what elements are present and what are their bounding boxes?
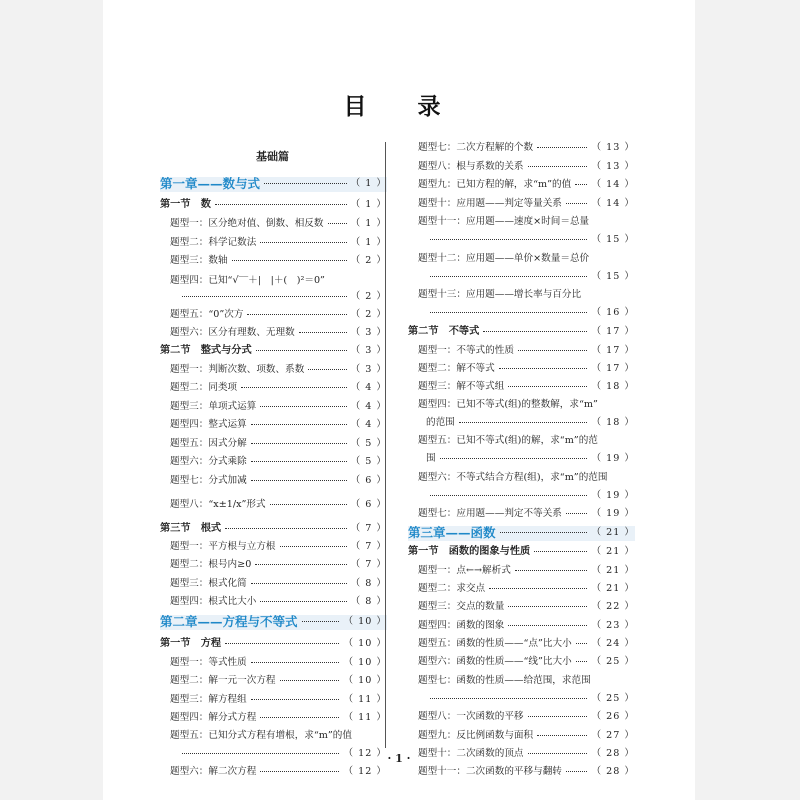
toc-entry-page: （ 8 ） xyxy=(349,575,387,592)
toc-item xyxy=(160,691,387,708)
toc-entry-page: （ 7 ） xyxy=(349,556,387,573)
toc-item xyxy=(408,562,635,579)
leader-dots xyxy=(260,601,347,602)
toc-entry-text: 题型三：交点的数量 xyxy=(418,598,506,615)
toc-item xyxy=(160,215,387,232)
toc-entry-text: 第一节 方程 xyxy=(160,635,223,652)
toc-item xyxy=(160,379,387,396)
toc-item xyxy=(160,496,387,513)
leader-dots xyxy=(260,406,347,407)
toc-entry-text: 题型九：反比例函数与面积 xyxy=(418,727,535,744)
toc-item xyxy=(408,672,635,689)
toc-entry-text: 题型八：一次函数的平移 xyxy=(418,708,526,725)
toc-entry-text: 题型四：已知不等式(组)的整数解，求“m” xyxy=(418,396,600,413)
toc-entry-page: （ 14 ） xyxy=(590,195,636,212)
toc-entry-page: （ 13 ） xyxy=(590,158,636,175)
toc-entry-page: （ 21 ） xyxy=(591,527,635,538)
toc-entry-page: （ 1 ） xyxy=(350,178,387,189)
leader-dots xyxy=(299,332,347,333)
toc-entry-text: 第一节 函数的图象与性质 xyxy=(408,543,532,560)
toc-entry-text: 题型六：区分有理数、无理数 xyxy=(170,324,297,341)
toc-entry-page: （ 11 ） xyxy=(342,709,388,726)
toc-entry-page: （ 10 ） xyxy=(342,635,388,652)
toc-item xyxy=(408,580,635,597)
toc-item xyxy=(408,250,635,267)
toc-entry-page: （ 4 ） xyxy=(349,416,387,433)
leader-dots xyxy=(225,643,339,644)
leader-dots xyxy=(499,368,587,369)
leader-dots xyxy=(430,495,587,496)
leader-dots xyxy=(251,461,347,462)
leader-dots xyxy=(459,422,587,423)
toc-entry-text: 题型五：已知不等式(组)的解，求“m”的范 xyxy=(418,432,600,449)
toc-item xyxy=(408,396,635,413)
toc-item xyxy=(160,361,387,378)
leader-dots xyxy=(566,513,587,514)
toc-entry-page: （ 17 ） xyxy=(590,323,636,340)
toc-section xyxy=(160,635,387,652)
toc-entry-text: 题型一：区分绝对值、倒数、相反数 xyxy=(170,215,326,232)
toc-entry-text: 题型三：单项式运算 xyxy=(170,398,258,415)
toc-entry-text: 题型四：函数的图象 xyxy=(418,617,506,634)
toc-entry-text: 题型一：判断次数、项数、系数 xyxy=(170,361,306,378)
toc-section xyxy=(160,520,387,537)
toc-cont xyxy=(408,487,635,504)
leader-dots xyxy=(247,314,347,315)
toc-entry-page: （ 5 ） xyxy=(349,453,387,470)
toc-entry-text: 题型七：分式加减 xyxy=(170,472,249,489)
toc-item xyxy=(160,727,387,744)
leader-dots xyxy=(251,443,347,444)
toc-entry-text: 题型八：根与系数的关系 xyxy=(418,158,526,175)
leader-dots xyxy=(251,424,347,425)
toc-cont xyxy=(408,304,635,321)
leader-dots xyxy=(515,570,587,571)
page-title: 目 录 xyxy=(343,93,455,120)
toc-item xyxy=(160,472,387,489)
toc-entry-page: （ 3 ） xyxy=(349,324,387,341)
toc-entry-page: （ 1 ） xyxy=(349,196,387,213)
toc-entry-text: 题型三：解方程组 xyxy=(170,691,249,708)
toc-entry-page: （ 6 ） xyxy=(349,496,387,513)
document-page xyxy=(103,0,695,800)
toc-entry-text: 题型五：已知分式方程有增根，求“m”的值 xyxy=(170,727,354,744)
toc-cont xyxy=(160,288,387,305)
toc-entry-text: 题型十：二次函数的顶点 xyxy=(418,745,526,762)
toc-entry-text: 题型六：不等式结合方程(组)，求“m”的范围 xyxy=(418,469,610,486)
toc-section xyxy=(160,342,387,359)
toc-entry-text: 题型十一：应用题——速度×时间＝总量 xyxy=(418,213,591,230)
toc-chapter xyxy=(160,613,387,631)
toc-cont xyxy=(408,231,635,248)
toc-item xyxy=(408,708,635,725)
leader-dots xyxy=(566,771,587,772)
toc-entry-page: （ 3 ） xyxy=(349,342,387,359)
toc-entry-text: 题型十二：应用题——单价×数量＝总价 xyxy=(418,250,591,267)
toc-entry-page: （ 21 ） xyxy=(590,543,636,560)
toc-item xyxy=(408,360,635,377)
toc-cont xyxy=(408,268,635,285)
toc-entry-text: 题型四：整式运算 xyxy=(170,416,249,433)
toc-item xyxy=(408,635,635,652)
toc-item xyxy=(160,398,387,415)
toc-entry-text: 题型九：已知方程的解，求“m”的值 xyxy=(418,176,573,193)
toc-entry-page: （ 17 ） xyxy=(590,360,636,377)
toc-entry-page: （ 28 ） xyxy=(590,745,636,762)
leader-dots xyxy=(328,223,347,224)
toc-entry-text: 第二节 不等式 xyxy=(408,323,481,340)
leader-dots xyxy=(251,480,347,481)
toc-entry-page: （ 4 ） xyxy=(349,379,387,396)
toc-entry-page: （ 22 ） xyxy=(590,598,636,615)
toc-item xyxy=(160,324,387,341)
toc-entry-text: 第二章——方程与不等式 xyxy=(160,614,298,629)
toc-entry-page: （ 19 ） xyxy=(590,505,636,522)
toc-entry-page: （ 28 ） xyxy=(590,763,636,780)
toc-entry-text: 题型七：应用题——判定不等关系 xyxy=(418,505,564,522)
toc-entry-page: （ 10 ） xyxy=(342,654,388,671)
leader-dots xyxy=(430,698,587,699)
toc-cont xyxy=(408,690,635,707)
leader-dots xyxy=(182,296,347,297)
toc-entry-page: （ 18 ） xyxy=(590,414,636,431)
leader-dots xyxy=(483,331,587,332)
toc-entry-text: 题型三：数轴 xyxy=(170,252,230,269)
column-divider xyxy=(385,142,386,748)
leader-dots xyxy=(215,204,347,205)
toc-entry-page: （ 26 ） xyxy=(590,708,636,725)
leader-dots xyxy=(508,386,587,387)
toc-cont xyxy=(408,414,635,431)
toc-item xyxy=(408,213,635,230)
leader-dots xyxy=(489,588,587,589)
toc-item xyxy=(160,234,387,251)
toc-entry-page: （ 23 ） xyxy=(590,617,636,634)
toc-item xyxy=(160,763,387,780)
toc-entry-text: 题型二：科学记数法 xyxy=(170,234,258,251)
toc-entry-text: 的范围 xyxy=(426,414,457,431)
toc-entry-text: 题型三：根式化简 xyxy=(170,575,249,592)
toc-entry-text: 基础篇 xyxy=(256,150,289,163)
toc-entry-text: 题型四：已知“√‾‾＋| |＋( )²＝0” xyxy=(170,272,327,289)
leader-dots xyxy=(302,621,339,622)
toc-item xyxy=(160,593,387,610)
toc-item xyxy=(408,598,635,615)
toc-entry-page: （ 7 ） xyxy=(349,538,387,555)
toc-entry-page: （ 8 ） xyxy=(349,593,387,610)
toc-item xyxy=(408,432,635,449)
toc-entry-page: （ 14 ） xyxy=(590,176,636,193)
leader-dots xyxy=(280,680,339,681)
leader-dots xyxy=(528,166,587,167)
toc-heading xyxy=(160,148,387,165)
leader-dots xyxy=(537,147,587,148)
leader-dots xyxy=(500,532,587,533)
toc-entry-page: （ 6 ） xyxy=(349,472,387,489)
toc-item xyxy=(160,672,387,689)
toc-entry-page: （ 16 ） xyxy=(590,304,636,321)
toc-item xyxy=(160,252,387,269)
toc-entry-page: （ 15 ） xyxy=(590,231,636,248)
toc-entry-text: 题型六：解二次方程 xyxy=(170,763,258,780)
toc-item xyxy=(160,416,387,433)
leader-dots xyxy=(528,716,587,717)
leader-dots xyxy=(251,699,339,700)
toc-entry-page: （ 7 ） xyxy=(349,520,387,537)
toc-entry-text: 题型七：函数的性质——给范围，求范围 xyxy=(418,672,593,689)
toc-item xyxy=(160,556,387,573)
toc-item xyxy=(408,195,635,212)
toc-entry-text: 题型十：应用题——判定等量关系 xyxy=(418,195,564,212)
toc-item xyxy=(408,763,635,780)
toc-cont xyxy=(408,450,635,467)
leader-dots xyxy=(280,546,347,547)
leader-dots xyxy=(575,184,587,185)
toc-section xyxy=(408,543,635,560)
toc-entry-text: 题型一：等式性质 xyxy=(170,654,249,671)
leader-dots xyxy=(430,239,587,240)
toc-entry-text: 题型十三：应用题——增长率与百分比 xyxy=(418,286,583,303)
page-number: · 1 · xyxy=(387,752,411,765)
toc-entry-page: （ 21 ） xyxy=(590,562,636,579)
toc-item xyxy=(408,727,635,744)
leader-dots xyxy=(566,203,587,204)
leader-dots xyxy=(430,276,587,277)
leader-dots xyxy=(260,771,339,772)
toc-item xyxy=(160,435,387,452)
toc-entry-text: 第一节 数 xyxy=(160,196,213,213)
toc-entry-text: 题型五：函数的性质——“点”比大小 xyxy=(418,635,574,652)
toc-entry-page: （ 3 ） xyxy=(349,361,387,378)
toc-entry-page: （ 2 ） xyxy=(349,306,387,323)
leader-dots xyxy=(270,504,347,505)
leader-dots xyxy=(537,735,587,736)
toc-chapter xyxy=(160,175,387,193)
toc-entry-text: 题型一：平方根与立方根 xyxy=(170,538,278,555)
toc-chapter xyxy=(408,524,635,542)
toc-entry-text: 第二节 整式与分式 xyxy=(160,342,254,359)
toc-entry-page: （ 25 ） xyxy=(590,653,636,670)
toc-entry-text: 题型二：解不等式 xyxy=(418,360,497,377)
toc-item xyxy=(408,617,635,634)
toc-section xyxy=(408,323,635,340)
toc-entry-page: （ 12 ） xyxy=(342,763,388,780)
toc-entry-page: （ 21 ） xyxy=(590,580,636,597)
toc-entry-text: 题型二：根号内≥0 xyxy=(170,556,253,573)
toc-entry-page: （ 24 ） xyxy=(590,635,636,652)
toc-entry-text: 题型三：解不等式组 xyxy=(418,378,506,395)
toc-entry-text: 题型四：解分式方程 xyxy=(170,709,258,726)
leader-dots xyxy=(241,387,347,388)
toc-entry-text: 题型五：因式分解 xyxy=(170,435,249,452)
toc-entry-text: 题型六：分式乘除 xyxy=(170,453,249,470)
toc-item xyxy=(160,709,387,726)
leader-dots xyxy=(576,643,587,644)
toc-entry-text: 题型四：根式比大小 xyxy=(170,593,258,610)
toc-entry-text: 题型八：“x±1/x”形式 xyxy=(170,496,268,513)
toc-item xyxy=(408,139,635,156)
leader-dots xyxy=(256,350,347,351)
toc-entry-text: 题型二：求交点 xyxy=(418,580,487,597)
toc-entry-page: （ 5 ） xyxy=(349,435,387,452)
toc-entry-page: （ 10 ） xyxy=(342,672,388,689)
leader-dots xyxy=(232,260,347,261)
leader-dots xyxy=(534,551,587,552)
leader-dots xyxy=(576,661,587,662)
leader-dots xyxy=(225,528,347,529)
leader-dots xyxy=(264,183,347,184)
toc-section xyxy=(160,196,387,213)
toc-item xyxy=(408,505,635,522)
toc-entry-text: 围 xyxy=(426,450,438,467)
toc-entry-text: 第三章——函数 xyxy=(408,525,496,540)
toc-item xyxy=(160,538,387,555)
toc-entry-page: （ 1 ） xyxy=(349,215,387,232)
toc-entry-text: 题型六：函数的性质——“线”比大小 xyxy=(418,653,574,670)
toc-entry-page: （ 13 ） xyxy=(590,139,636,156)
toc-entry-text: 题型十一：二次函数的平移与翻转 xyxy=(418,763,564,780)
toc-entry-text: 题型五：“0”次方 xyxy=(170,306,245,323)
leader-dots xyxy=(508,625,587,626)
toc-item xyxy=(160,654,387,671)
leader-dots xyxy=(260,717,339,718)
leader-dots xyxy=(260,242,347,243)
toc-entry-page: （ 2 ） xyxy=(349,252,387,269)
toc-item xyxy=(408,378,635,395)
toc-entry-page: （ 2 ） xyxy=(349,288,387,305)
toc-entry-page: （ 27 ） xyxy=(590,727,636,744)
toc-item xyxy=(408,158,635,175)
toc-entry-text: 题型一：点←→解析式 xyxy=(418,562,513,579)
toc-entry-text: 题型一：不等式的性质 xyxy=(418,342,516,359)
toc-item xyxy=(408,653,635,670)
toc-item xyxy=(160,453,387,470)
toc-item xyxy=(408,286,635,303)
leader-dots xyxy=(518,350,587,351)
toc-entry-page: （ 11 ） xyxy=(342,691,388,708)
toc-entry-text: 题型七：二次方程解的个数 xyxy=(418,139,535,156)
toc-item xyxy=(160,306,387,323)
toc-item xyxy=(408,469,635,486)
leader-dots xyxy=(508,606,587,607)
toc-entry-text: 第三节 根式 xyxy=(160,520,223,537)
toc-entry-page: （ 25 ） xyxy=(590,690,636,707)
toc-entry-page: （ 4 ） xyxy=(349,398,387,415)
toc-entry-page: （ 1 ） xyxy=(349,234,387,251)
toc-item xyxy=(160,272,387,289)
toc-entry-page: （ 10 ） xyxy=(343,616,387,627)
toc-entry-text: 题型二：同类项 xyxy=(170,379,239,396)
toc-entry-page: （ 15 ） xyxy=(590,268,636,285)
leader-dots xyxy=(430,312,587,313)
toc-entry-page: （ 19 ） xyxy=(590,487,636,504)
toc-entry-page: （ 12 ） xyxy=(342,745,388,762)
toc-entry-page: （ 18 ） xyxy=(590,378,636,395)
leader-dots xyxy=(308,369,347,370)
toc-item xyxy=(408,342,635,359)
leader-dots xyxy=(251,662,339,663)
toc-entry-text: 题型二：解一元一次方程 xyxy=(170,672,278,689)
leader-dots xyxy=(251,583,347,584)
toc-item xyxy=(160,575,387,592)
toc-item xyxy=(408,176,635,193)
toc-entry-text: 第一章——数与式 xyxy=(160,176,261,191)
toc-entry-page: （ 19 ） xyxy=(590,450,636,467)
leader-dots xyxy=(440,458,587,459)
leader-dots xyxy=(255,564,347,565)
toc-entry-page: （ 17 ） xyxy=(590,342,636,359)
